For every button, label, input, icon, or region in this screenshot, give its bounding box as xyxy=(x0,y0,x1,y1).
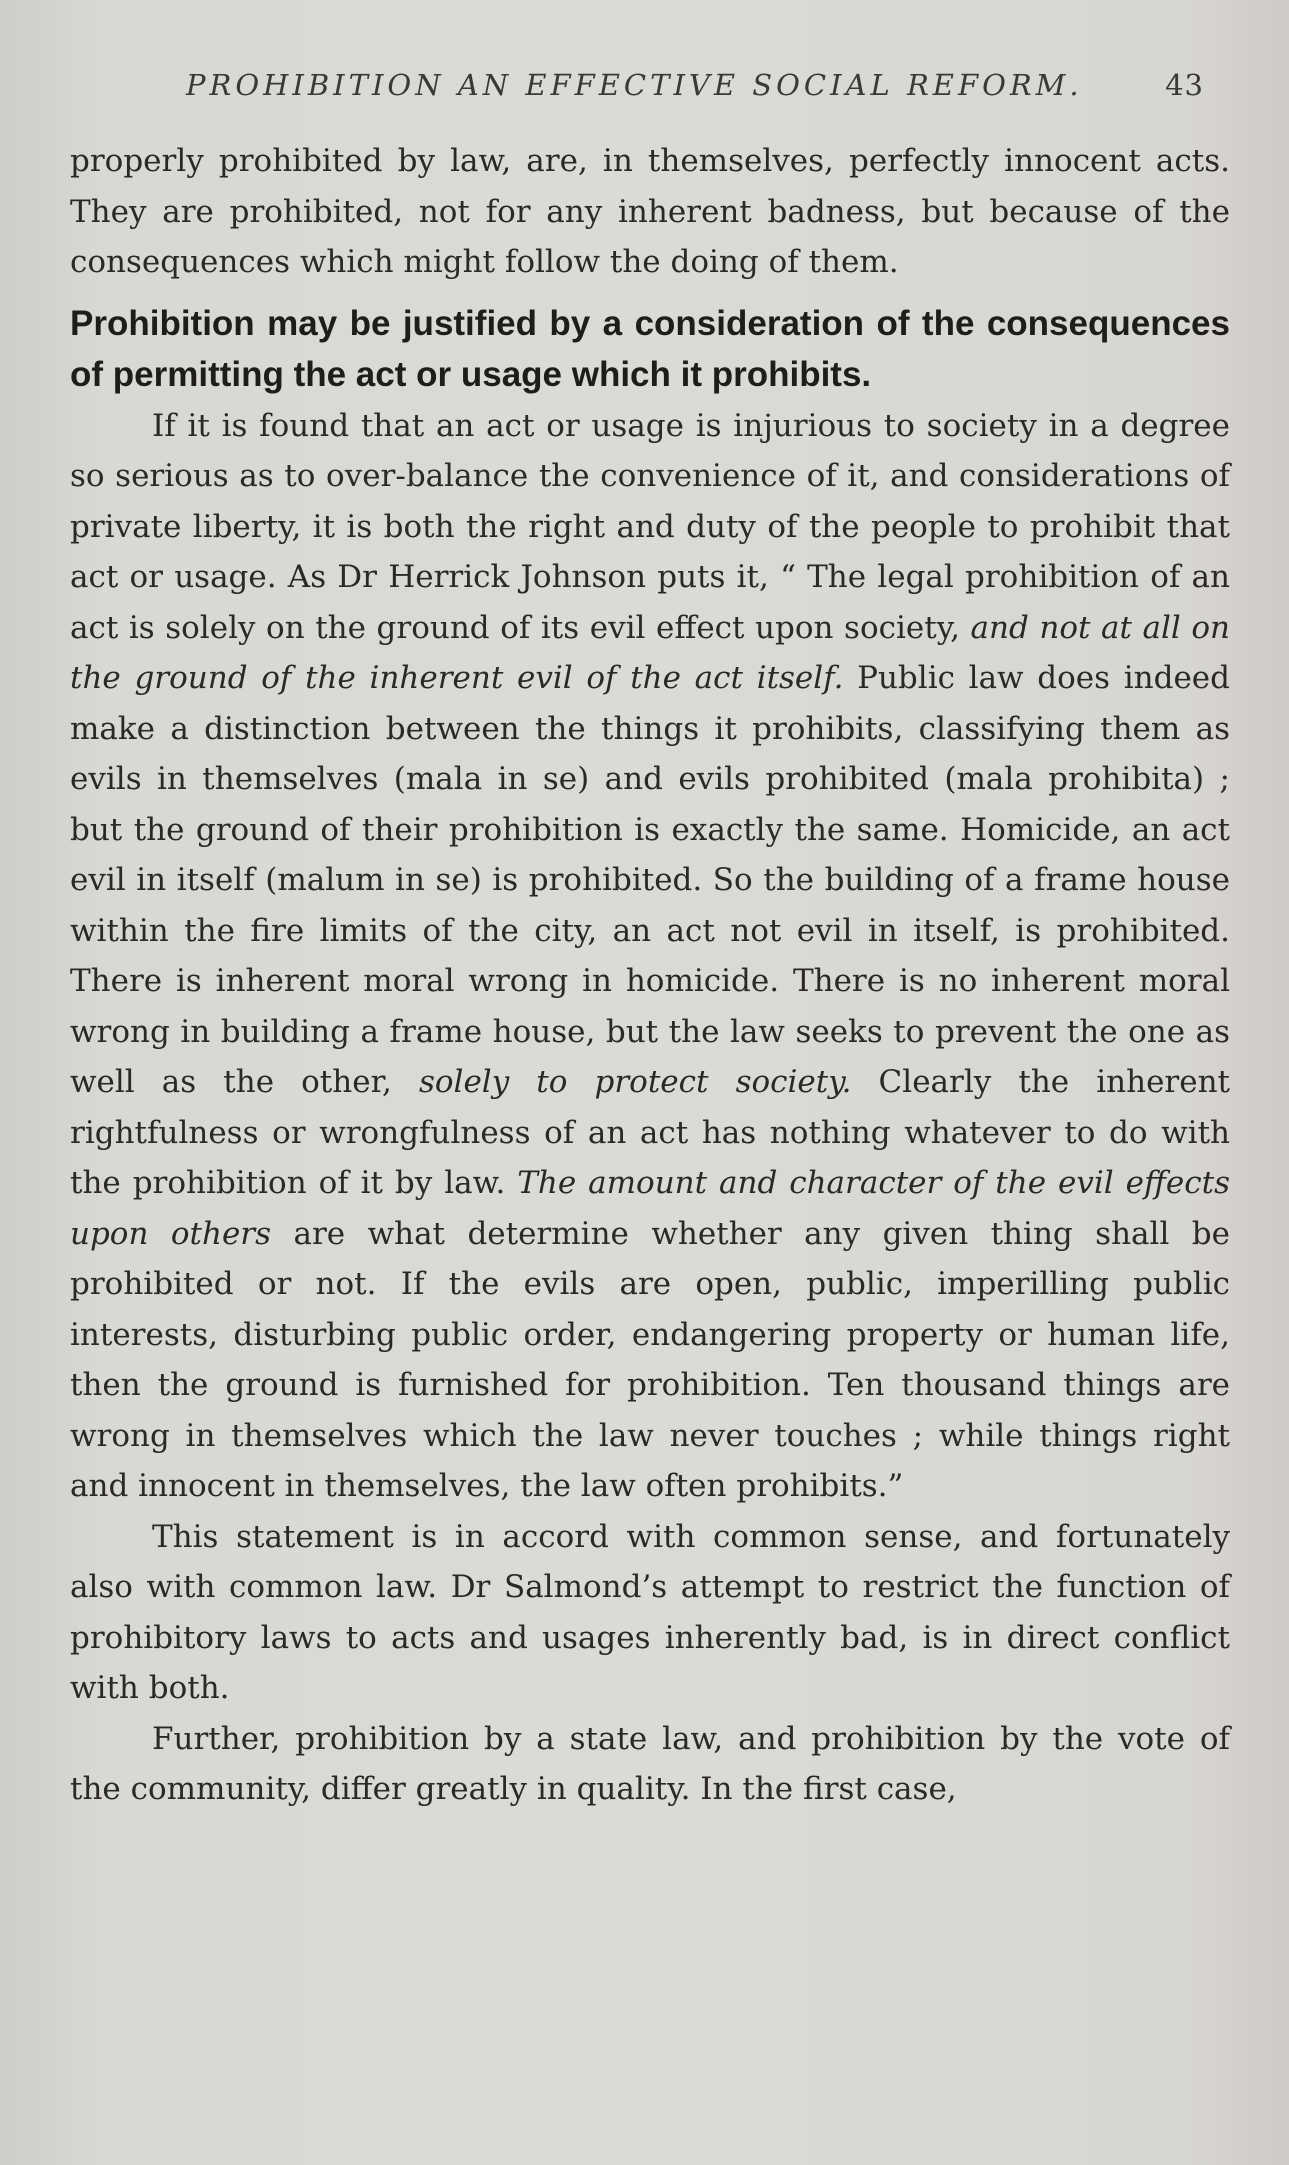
italic-run: solely to protect society. xyxy=(418,1064,852,1100)
section-heading: Prohibition may be justified by a consideration of the consequences of permitting the act or usage which it prohibits. xyxy=(70,303,1230,394)
text-run: are what determine whether any given thing shall be prohibited or not. If the evils are open, public, imperilling public interests, disturbing public order, endangering property or human life, then the ground is furnished for prohibition. Ten thousand things are wrong in themselves which the law never touches ; while things right and innocent in themselves, the law often prohibits.” xyxy=(70,1215,1230,1504)
text-run: Public law does indeed make a distinction between the things it prohibits, classifying them as evils in themselves (mala in se) and evils prohibited (mala prohibita) ; but the ground of their prohibition is exactly the same. Homicide, an act evil in itself (malum in se) is prohibited. So the building of a frame house within the fire limits of the city, an act not evil in itself, is prohibited. There is inherent moral wrong in homicide. There is no inherent moral wrong in building a frame house, but the law seeks to prevent the one as well as the other, xyxy=(70,660,1230,1100)
running-title: PROHIBITION AN EFFECTIVE SOCIAL REFORM. xyxy=(186,68,1083,102)
page-number: 43 xyxy=(1165,68,1204,102)
italic-run: and not at all on the ground of the inherent evil of the act itself. xyxy=(70,609,1230,696)
paragraph-quote xyxy=(70,401,1230,1512)
italic-run: The amount and character of the evil effects upon others xyxy=(70,1165,1230,1252)
page-body xyxy=(70,136,1230,1815)
paragraph-continuation: properly prohibited by law, are, in themselves, perfectly innocent acts. They are prohibited, not for any inherent badness, but because of the consequences which might follow the doing of them. xyxy=(70,143,1230,280)
paragraph-further: Further, prohibition by a state law, and prohibition by the vote of the community, differ greatly in quality. In the first case, xyxy=(70,1720,1230,1807)
text-run: Clearly the inherent rightfulness or wrongfulness of an act has nothing whatever to do with the prohibition of it by law. xyxy=(70,1064,1231,1201)
running-header xyxy=(186,68,1204,102)
text-run: If it is found that an act or usage is injurious to society in a degree so serious as to over-balance the convenience of it, and considerations of private liberty, it is both the right and duty of the people to prohibit that act or usage. As Dr Herrick Johnson puts it, “ The legal prohibition of an act is solely on the ground of its evil effect upon society, xyxy=(70,407,1230,646)
paragraph-common-sense: This statement is in accord with common sense, and fortunately also with common law. Dr Salmond’s attempt to restrict the function of prohibitory laws to acts and usages inherently bad, is in direct conflict with both. xyxy=(70,1518,1230,1706)
